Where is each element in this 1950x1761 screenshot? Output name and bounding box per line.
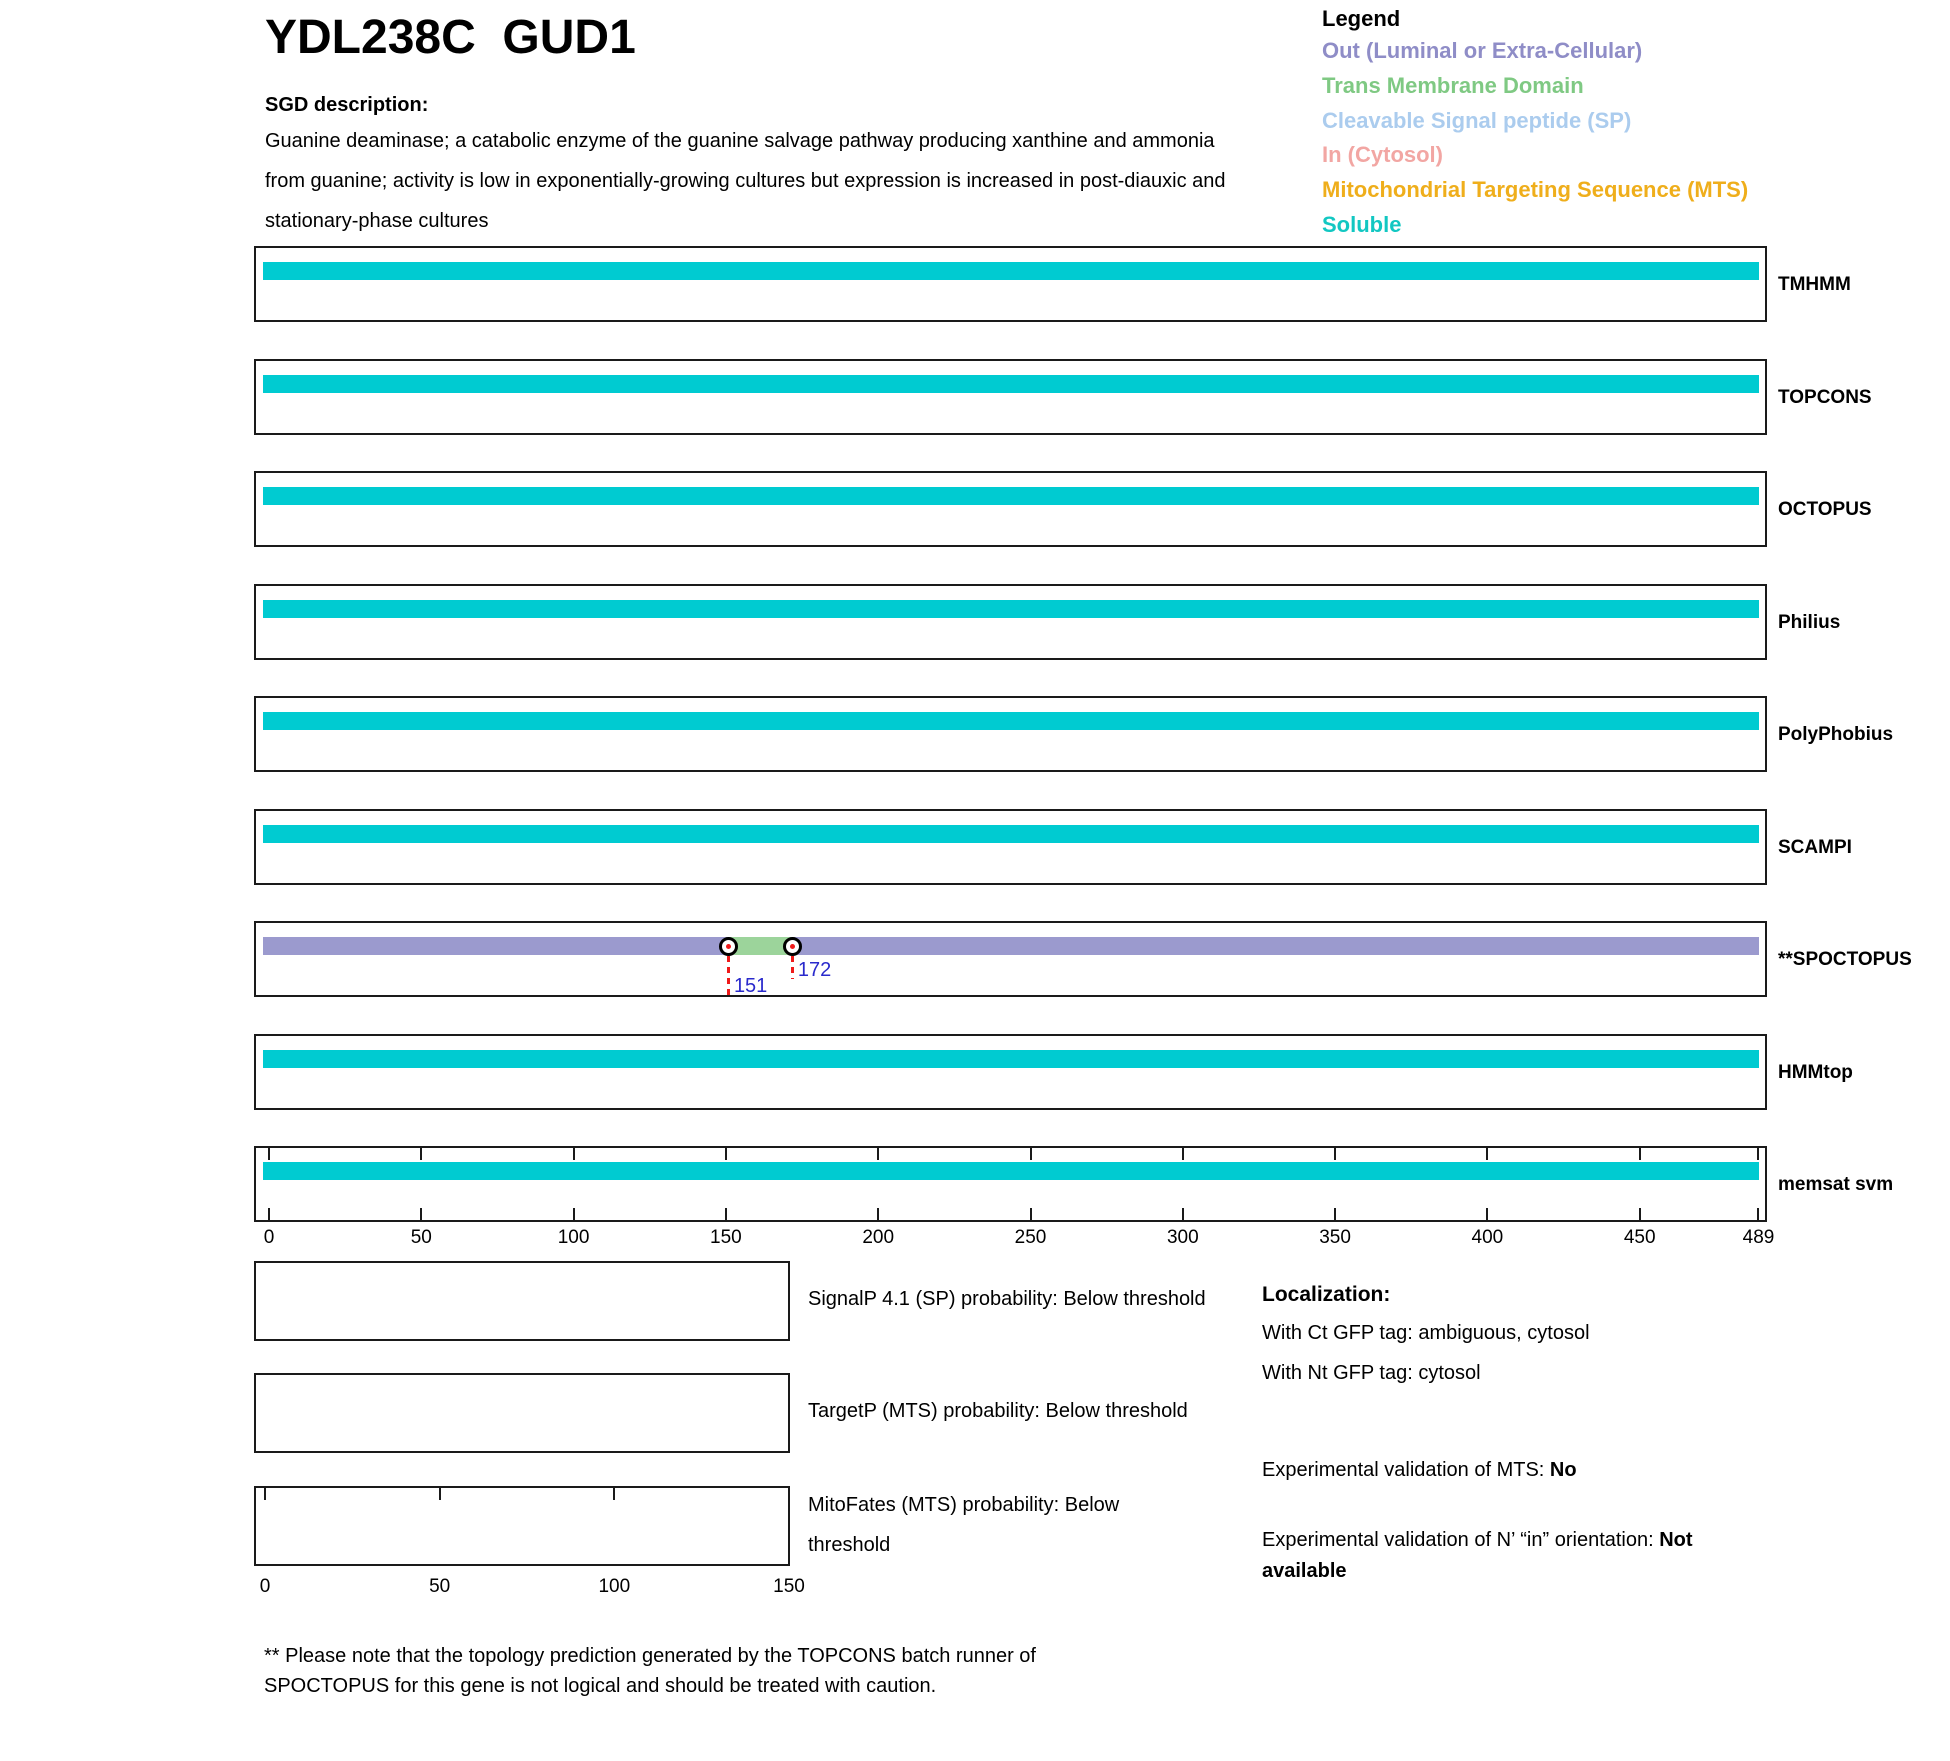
axis-tick-bottom-450 [1639, 1208, 1641, 1220]
track-label-octopus: OCTOPUS [1778, 499, 1872, 520]
footnote-line: ** Please note that the topology prediction generated by the TOPCONS batch runner of [264, 1645, 1036, 1667]
axis-tick-bottom-200 [877, 1208, 879, 1220]
axis-label-300: 300 [1166, 1227, 1199, 1248]
axis-tick-top-300 [1182, 1148, 1184, 1160]
orientation-validation-line [1262, 1525, 1693, 1587]
mts-validation-line [1262, 1459, 1577, 1482]
prob-axis-tick-0 [264, 1488, 266, 1500]
track-box-polyphobius [254, 696, 1767, 772]
page-title: YDL238C GUD1 [265, 11, 636, 64]
orientation-validation-text: Experimental validation of N’ “in” orientation: [1262, 1529, 1660, 1551]
legend-entry-mitochondrial-targeting-sequence-mts: Mitochondrial Targeting Sequence (MTS) [1322, 177, 1749, 203]
tm-boundary-dashline-172 [791, 956, 794, 979]
track-bar-polyphobius-soluble [263, 712, 1759, 730]
axis-tick-top-100 [573, 1148, 575, 1160]
tm-boundary-marker-dot-172 [790, 944, 795, 949]
legend-entry-cleavable-signal-peptide-sp: Cleavable Signal peptide (SP) [1322, 107, 1632, 133]
track-bar-memsat-svm-soluble [263, 1162, 1759, 1180]
tm-boundary-position-label-172: 172 [797, 959, 832, 981]
axis-tick-top-250 [1030, 1148, 1032, 1160]
legend-entry-soluble: Soluble [1322, 212, 1402, 237]
prob-box-targetp-mts-probability-below-threshold [254, 1373, 790, 1453]
prob-axis-label-50: 50 [429, 1576, 451, 1597]
track-box-philius [254, 584, 1767, 660]
legend-entry-out-luminal-or-extra-cellular: Out (Luminal or Extra-Cellular) [1322, 38, 1643, 63]
prob-label-mitofates-mts-probability-below-line0: MitoFates (MTS) probability: Below [808, 1494, 1120, 1516]
track-label-spoctopus: **SPOCTOPUS [1778, 949, 1912, 970]
tm-boundary-dashline-151 [727, 956, 730, 995]
prob-axis-tick-50 [439, 1488, 441, 1500]
sgd-description-label: SGD description: [265, 94, 429, 116]
prob-axis-label-100: 100 [598, 1576, 631, 1597]
track-label-topcons: TOPCONS [1778, 387, 1872, 408]
track-bar-topcons-soluble [263, 375, 1759, 393]
axis-tick-bottom-300 [1182, 1208, 1184, 1220]
axis-label-350: 350 [1319, 1227, 1351, 1248]
axis-label-0: 0 [263, 1227, 275, 1248]
axis-tick-bottom-489 [1757, 1208, 1759, 1220]
mts-validation-value: No [1549, 1459, 1577, 1481]
track-bar-spoctopus-out [263, 937, 729, 955]
sgd-description-line: stationary-phase cultures [265, 210, 489, 232]
axis-label-489: 489 [1742, 1227, 1775, 1248]
track-box-tmhmm [254, 246, 1767, 322]
axis-tick-top-450 [1639, 1148, 1641, 1160]
track-box-scampi [254, 809, 1767, 885]
track-label-polyphobius: PolyPhobius [1778, 724, 1894, 745]
legend-title: Legend [1322, 6, 1401, 31]
sgd-description-line: from guanine; activity is low in exponentially-growing cultures but expression is increased in post-diauxic and [265, 170, 1226, 192]
legend-entry-in-cytosol: In (Cytosol) [1322, 142, 1443, 168]
axis-label-200: 200 [862, 1227, 895, 1248]
legend-entry-trans-membrane-domain: Trans Membrane Domain [1322, 72, 1584, 98]
prob-box-mitofates-mts-probability-below [254, 1486, 790, 1566]
prob-label-signalp-4-1-sp-probability-below-threshold-line0: SignalP 4.1 (SP) probability: Below threshold [808, 1288, 1206, 1310]
track-label-philius: Philius [1778, 612, 1841, 633]
track-label-scampi: SCAMPI [1778, 837, 1852, 858]
axis-tick-top-350 [1334, 1148, 1336, 1160]
track-bar-philius-soluble [263, 600, 1759, 618]
track-box-spoctopus [254, 921, 1767, 997]
track-label-tmhmm: TMHMM [1778, 274, 1851, 295]
prob-axis-label-0: 0 [259, 1576, 271, 1597]
axis-tick-top-489 [1757, 1148, 1759, 1160]
prob-label-targetp-mts-probability-below-threshold-line0: TargetP (MTS) probability: Below threshold [808, 1400, 1188, 1422]
axis-tick-bottom-400 [1486, 1208, 1488, 1220]
axis-tick-bottom-0 [268, 1208, 270, 1220]
mts-validation-text: Experimental validation of MTS: [1262, 1459, 1550, 1481]
orientation-validation-value-cont: available [1262, 1560, 1347, 1582]
axis-tick-bottom-50 [420, 1208, 422, 1220]
axis-label-150: 150 [710, 1227, 742, 1248]
sgd-description-line: Guanine deaminase; a catabolic enzyme of the guanine salvage pathway producing xanthine and ammonia [265, 130, 1215, 152]
axis-tick-top-50 [420, 1148, 422, 1160]
localization-nt-line: With Nt GFP tag: cytosol [1262, 1362, 1481, 1384]
axis-tick-top-200 [877, 1148, 879, 1160]
track-box-topcons [254, 359, 1767, 435]
orientation-validation-value: Not [1659, 1529, 1693, 1551]
axis-tick-top-150 [725, 1148, 727, 1160]
track-bar-scampi-soluble [263, 825, 1759, 843]
axis-label-100: 100 [557, 1227, 590, 1248]
localization-heading: Localization: [1262, 1283, 1391, 1306]
axis-tick-bottom-350 [1334, 1208, 1336, 1220]
prob-box-signalp-4-1-sp-probability-below-threshold [254, 1261, 790, 1341]
prob-axis-tick-100 [613, 1488, 615, 1500]
axis-label-400: 400 [1471, 1227, 1504, 1248]
track-bar-tmhmm-soluble [263, 262, 1759, 280]
tm-boundary-position-label-151: 151 [733, 975, 768, 997]
track-box-hmmtop [254, 1034, 1767, 1110]
track-bar-octopus-soluble [263, 487, 1759, 505]
axis-label-450: 450 [1623, 1227, 1656, 1248]
prob-label-mitofates-mts-probability-below-line1: threshold [808, 1534, 891, 1556]
axis-tick-top-400 [1486, 1148, 1488, 1160]
track-label-memsat-svm: memsat svm [1778, 1174, 1894, 1195]
axis-label-50: 50 [410, 1227, 432, 1248]
orientation-validation-line2 [1262, 1556, 1693, 1587]
track-label-hmmtop: HMMtop [1778, 1062, 1853, 1083]
axis-tick-top-0 [268, 1148, 270, 1160]
prob-axis-label-150: 150 [773, 1576, 805, 1597]
axis-label-250: 250 [1014, 1227, 1047, 1248]
track-bar-spoctopus-out [793, 937, 1759, 955]
axis-tick-bottom-100 [573, 1208, 575, 1220]
axis-tick-bottom-150 [725, 1208, 727, 1220]
localization-ct-line: With Ct GFP tag: ambiguous, cytosol [1262, 1322, 1590, 1344]
axis-tick-bottom-250 [1030, 1208, 1032, 1220]
footnote-line: SPOCTOPUS for this gene is not logical and should be treated with caution. [264, 1675, 937, 1697]
track-bar-hmmtop-soluble [263, 1050, 1759, 1068]
track-box-memsat-svm [254, 1146, 1767, 1222]
track-box-octopus [254, 471, 1767, 547]
orientation-validation-line1 [1262, 1525, 1693, 1556]
